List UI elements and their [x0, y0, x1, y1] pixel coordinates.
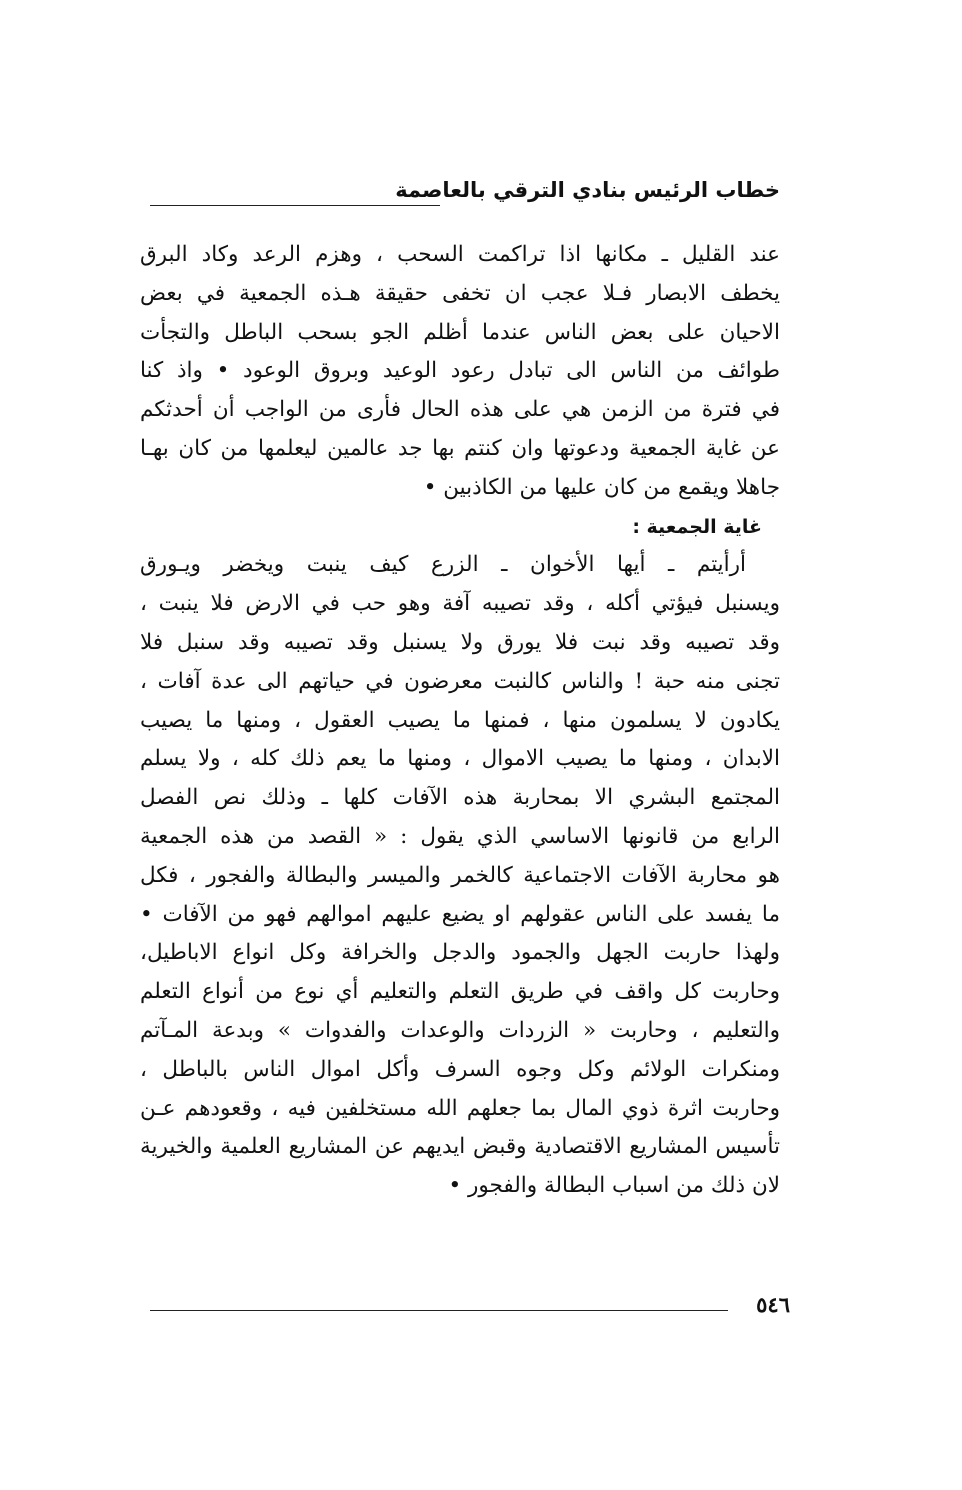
- text-line: الابدان ، ومنها ما يصيب الاموال ، ومنها ما يعم ذلك كله ، ولا يسلم: [140, 746, 780, 772]
- header-rule: [150, 205, 440, 206]
- text-line: الرابع من قانونها الاساسي الذي يقول : « القصد من هذه الجمعية: [140, 823, 780, 849]
- text-line: جاهلا ويقمع من كان عليها من الكاذبين •: [423, 474, 780, 500]
- text-line: هو محاربة الآفات الاجتماعية كالخمر والميسر والبطالة والفجور ، فكل: [140, 862, 780, 888]
- text-line: يخطف الابصار فـلا عجب ان تخفى حقيقة هـذه الجمعية في بعض: [140, 280, 780, 306]
- text-line: ومنكرات الولائم وكل وجوه السرف وأكل اموال الناس بالباطل ،: [140, 1056, 780, 1082]
- body-text: [140, 236, 780, 1206]
- page-number: ٥٤٦: [756, 1292, 790, 1317]
- text-line: وحاربت كل واقف في طريق التعلم والتعليم أي نوع من أنواع التعلم: [140, 979, 780, 1005]
- text-line: والتعليم ، وحاربت « الزردات والوعدات والفدوات » وبدعة المـآتم: [140, 1017, 780, 1043]
- text-line: يكادون لا يسلمون منها ، فمنها ما يصيب العقول ، ومنها ما يصيب: [140, 707, 780, 733]
- text-line: ولهذا حاربت الجهل والجمود والدجل والخرافة وكل انواع الاباطيل،: [140, 940, 780, 966]
- page-footer: [150, 1292, 790, 1322]
- text-line: المجتمع البشري الا بمحاربة هذه الآفات كلها ـ وذلك نص الفصل: [140, 785, 780, 811]
- text-line: ويسنبل فيؤتي أكله ، وقد تصيبه آفة وهو حب في الارض فلا ينبت ،: [140, 591, 780, 617]
- text-line: عند القليل ـ مكانها اذا تراكمت السحب ، وهزم الرعد وكاد البرق: [140, 242, 780, 267]
- text-line: أرأيتم ـ أيها الأخوان ـ الزرع كيف ينبت ويخضر ويـورق: [140, 552, 746, 578]
- text-line: لان ذلك من اسباب البطالة والفجور •: [448, 1173, 780, 1199]
- text-line: تجنى منه حبة ! والناس كالنبت معرضون في حياتهم الى عدة آفات ،: [140, 668, 780, 694]
- footer-rule: [150, 1310, 728, 1311]
- section-subheading: غاية الجمعية :: [632, 515, 762, 538]
- text-line: في فترة من الزمن هي على هذه الحال فأرى من الواجب أن أحدثكم: [140, 397, 780, 423]
- text-line: وحاربت اثرة ذوي المال بما جعلهم الله مستخلفين فيه ، وقعودهم عـن: [140, 1095, 780, 1121]
- text-line: وقد تصيبه وقد نبت فلا يورق ولا يسنبل وقد تصيبه وقد سنبل فلا: [140, 629, 780, 655]
- header-title: خطاب الرئيس بنادي الترقي بالعاصمة: [395, 178, 780, 202]
- text-line: تأسيس المشاريع الاقتصادية وقبض ايديهم عن المشاريع العلمية والخيرية: [140, 1134, 780, 1160]
- running-header: [150, 178, 780, 214]
- text-line: طوائف من الناس الى تبادل رعود الوعيد وبروق الوعود • واذ كنا: [140, 358, 780, 384]
- text-line: ما يفسد على الناس عقولهم او يضيع عليهم اموالهم فهو من الآفات •: [140, 901, 780, 927]
- text-line: عن غاية الجمعية ودعوتها وان كنتم بها جد عالمين ليعلمها من كان بهـا: [140, 435, 780, 461]
- text-line: الاحيان على بعض الناس عندما أظلم الجو بسحب الباطل والتجأت: [140, 319, 780, 345]
